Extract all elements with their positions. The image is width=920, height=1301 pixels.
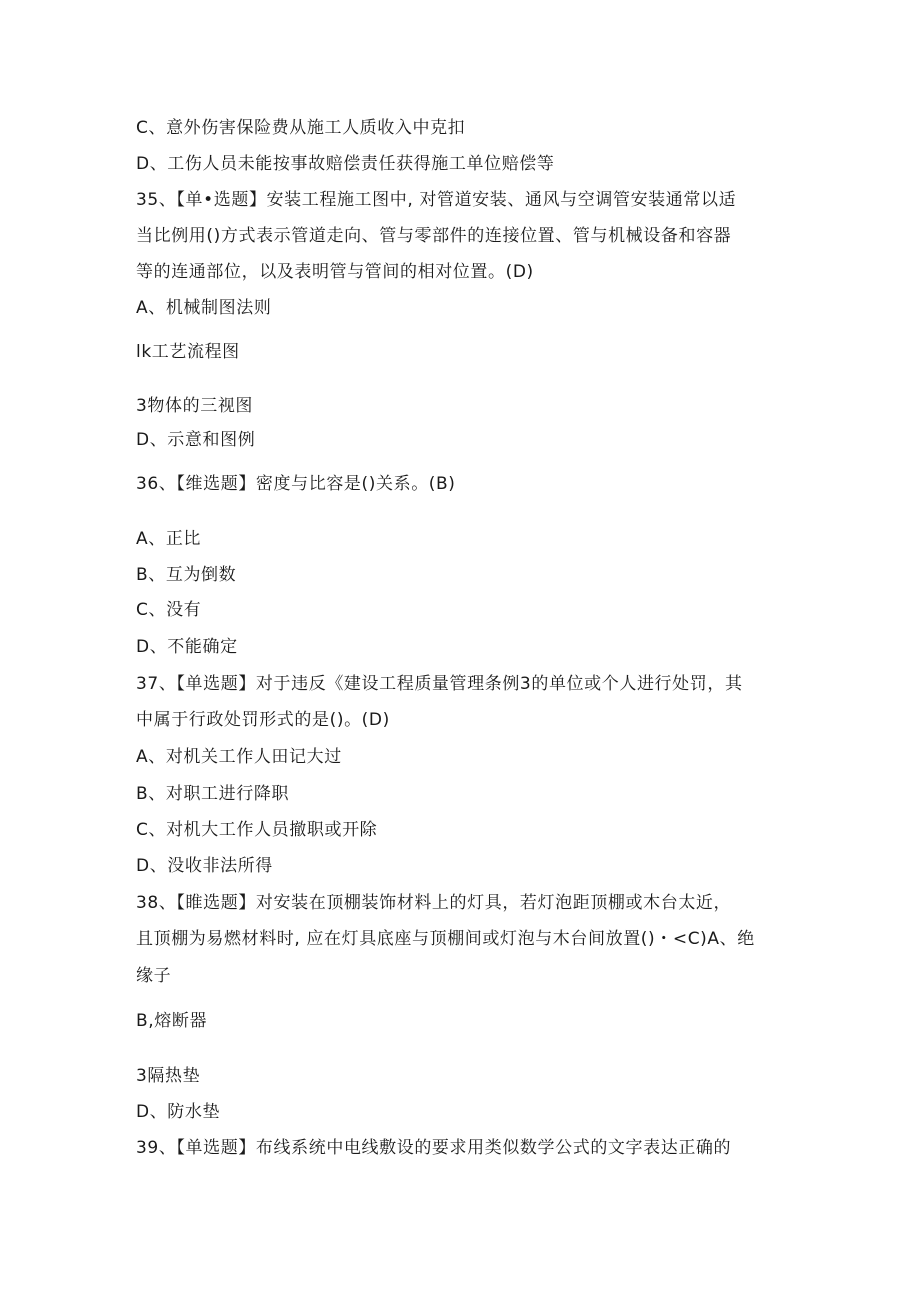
question-38-line-3: 缘子 (136, 966, 172, 986)
question-36: 36、【维选题】密度与比容是()关系。(B) (136, 474, 456, 494)
question-38-line-1: 38、【睢选题】对安装在顶棚装饰材料上的灯具，若灯泡距顶棚或木台太近， (136, 893, 732, 913)
option-34d: D、工伤人员未能按事故赔偿责任获得施工单位赔偿等 (136, 154, 555, 174)
question-38-line-2: 且顶棚为易燃材料时, 应在灯具底座与顶棚间或灯泡与木台间放置()・<C)A、绝 (136, 929, 755, 949)
option-36c: C、没有 (136, 600, 202, 620)
question-37-line-1: 37、【单选题】对于违反《建设工程质量管理条例3的单位或个人进行处罚，其 (136, 674, 743, 694)
question-35-line-2: 当比例用()方式表示管道走向、管与零部件的连接位置、管与机械设备和容器 (136, 226, 732, 246)
option-34c: C、意外伤害保险费从施工人质收入中克扣 (136, 118, 466, 138)
question-35-line-1: 35、【单•选题】安装工程施工图中, 对管道安装、通风与空调管安装通常以适 (136, 190, 737, 210)
question-39-line-1: 39、【单选题】布线系统中电线敷设的要求用类似数学公式的文字表达正确的 (136, 1138, 732, 1158)
option-37a: A、对机关工作人田记大过 (136, 747, 342, 767)
option-38c: 3隔热垫 (136, 1066, 201, 1086)
option-37d: D、没收非法所得 (136, 856, 273, 876)
option-36a: A、正比 (136, 529, 202, 549)
option-35d: D、示意和图例 (136, 430, 256, 450)
option-35c: 3物体的三视图 (136, 396, 254, 416)
question-35-line-3: 等的连通部位，以及表明管与管间的相对位置。(D) (136, 262, 534, 282)
option-37b: B、对职工进行降职 (136, 784, 290, 804)
option-36b: B、互为倒数 (136, 565, 237, 585)
option-36d: D、不能确定 (136, 637, 238, 657)
option-38d: D、防水垫 (136, 1102, 221, 1122)
question-37-line-2: 中属于行政处罚形式的是()。(D) (136, 710, 390, 730)
option-37c: C、对机大工作人员撤职或开除 (136, 820, 378, 840)
option-35b: lk工艺流程图 (136, 342, 240, 362)
option-38b: B,熔断器 (136, 1011, 208, 1031)
option-35a: A、机械制图法则 (136, 298, 272, 318)
